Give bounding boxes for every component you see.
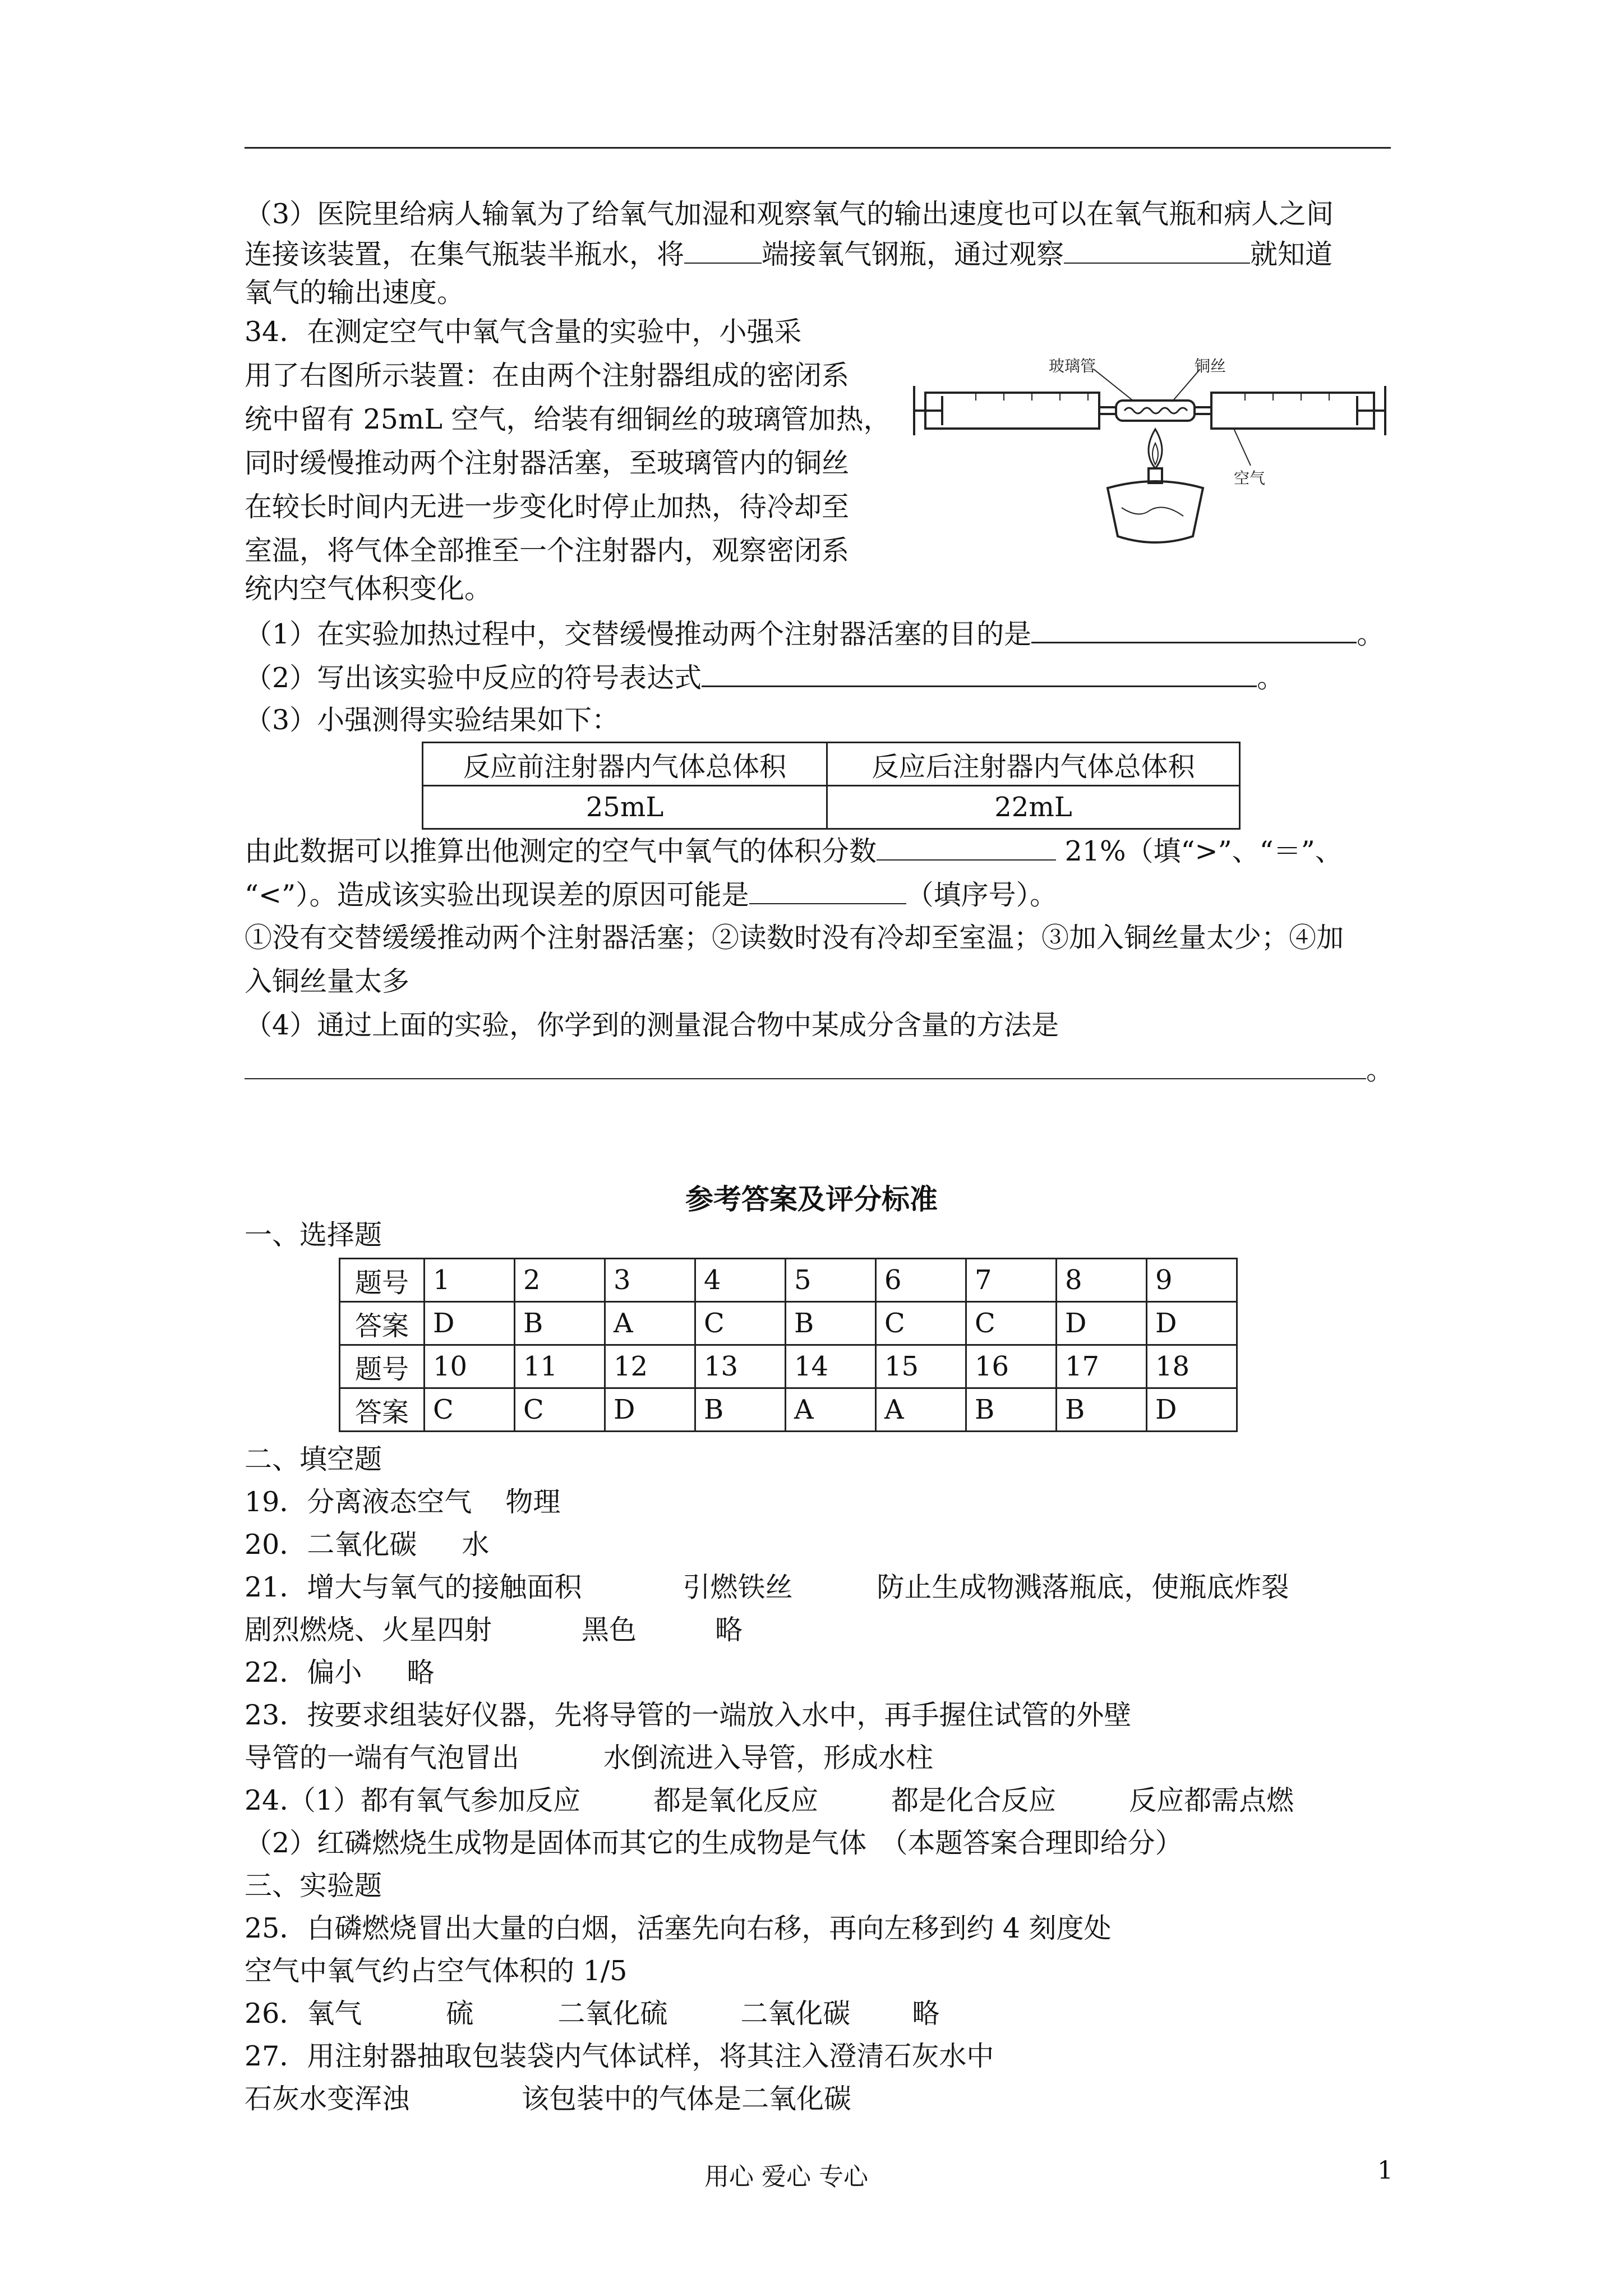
q34-p1-end: 。 (1357, 618, 1385, 650)
result-table-value-row (423, 786, 1240, 829)
answer-23b-b: 水倒流进入导管，形成水柱 (603, 1742, 934, 1774)
answer-26-b: 硫 (446, 1998, 474, 2030)
answer-21 (245, 1571, 1289, 1604)
grid-cell: 8 (1057, 1259, 1147, 1302)
grid-cell: 6 (876, 1259, 966, 1302)
label-glass-tube: 玻璃管 (1049, 357, 1096, 375)
section-fill: 二、填空题 (245, 1443, 382, 1475)
apparatus-figure (909, 353, 1391, 555)
grid-cell: B (695, 1388, 786, 1432)
answer-25b: 空气中氧气约占空气体积的 1/5 (245, 1955, 628, 1987)
answer-21b-c: 略 (715, 1614, 743, 1646)
q34-p3-cause-end: （填序号）。 (906, 879, 1058, 911)
q34-p1-text: （1）在实验加热过程中，交替缓慢推动两个注射器活塞的目的是 (245, 618, 1032, 650)
q34-p4-end: 。 (1366, 1054, 1394, 1086)
grid-cell: C (966, 1302, 1057, 1345)
grid-cell: C (425, 1388, 515, 1432)
result-header-before: 反应前注射器内气体总体积 (423, 743, 827, 786)
answer-19-b: 物理 (505, 1486, 561, 1518)
q34-intro-line5: 在较长时间内无进一步变化时停止加热，待冷却至 (245, 491, 850, 523)
answer-26 (245, 1997, 939, 2031)
result-table-header-row (423, 743, 1240, 786)
q34-options-line1: ①没有交替缓缓推动两个注射器活塞；②读数时没有冷却至室温；③加入铜丝量太少；④加 (245, 922, 1344, 954)
q34-p2 (245, 660, 1284, 695)
q34-intro-line6: 室温，将气体全部推至一个注射器内，观察密闭系 (245, 535, 850, 567)
answer-blank-method[interactable] (245, 1052, 1366, 1079)
result-header-after: 反应后注射器内气体总体积 (827, 743, 1240, 786)
result-value-after: 22mL (827, 786, 1240, 829)
copper-wire (1124, 408, 1187, 413)
answer-26-d: 二氧化碳 (740, 1998, 851, 2030)
grid-cell: C (695, 1302, 786, 1345)
q34-p3-analysis-text: 由此数据可以推算出他测定的空气中氧气的体积分数 (245, 835, 877, 867)
grid-cell: 13 (695, 1345, 786, 1388)
page-number: 1 (1377, 2156, 1393, 2185)
q34-p3-analysis (245, 834, 1343, 868)
right-syringe-barrel (1211, 393, 1374, 429)
answer-20-a: 20．二氧化碳 (245, 1529, 417, 1561)
answer-24-a: 24.（1）都有氧气参加反应 (245, 1784, 581, 1816)
answer-22-b: 略 (407, 1657, 435, 1688)
result-value-before: 25mL (423, 786, 827, 829)
answer-21-c: 防止生成物溅落瓶底，使瓶底炸裂 (877, 1571, 1289, 1603)
q34-options-line2: 入铜丝量太多 (245, 965, 410, 997)
label-air: 空气 (1234, 469, 1266, 487)
q33-p3-line1: （3）医院里给病人输氧为了给氧气加湿和观察氧气的输出速度也可以在氧气瓶和病人之间 (245, 198, 1334, 230)
header-rule (245, 147, 1391, 149)
answer-26-a: 26．氧气 (245, 1998, 362, 2030)
grid-cell: 题号 (340, 1259, 425, 1302)
answer-grid (339, 1258, 1238, 1432)
answer-24b: （2）红磷燃烧生成物是固体而其它的生成物是气体 （本题答案合理即给分） (245, 1827, 1183, 1859)
grid-cell: D (1147, 1302, 1237, 1345)
answer-21-b: 引燃铁丝 (683, 1571, 793, 1603)
grid-cell: D (1147, 1388, 1237, 1432)
answer-blank-cause[interactable] (749, 877, 906, 904)
answer-blank-fraction[interactable] (877, 834, 1056, 861)
q33-p3-line3: 氧气的输出速度。 (245, 277, 465, 309)
answer-blank-purpose[interactable] (1031, 616, 1357, 643)
answer-key-title: 参考答案及评分标准 (685, 1182, 938, 1216)
answer-24-b: 都是氧化反应 (653, 1784, 819, 1816)
grid-cell: D (605, 1388, 695, 1432)
section-choice: 一、选择题 (245, 1219, 382, 1251)
grid-cell: 15 (876, 1345, 966, 1388)
grid-cell: B (1057, 1388, 1147, 1432)
q33-p3-line2 (245, 237, 1332, 272)
q33-p3-text-c: 就知道 (1250, 238, 1333, 270)
answer-20-b: 水 (462, 1529, 490, 1561)
q33-p3-text-b: 端接氧气钢瓶，通过观察 (762, 238, 1064, 270)
grid-cell: B (966, 1388, 1057, 1432)
answer-23b (245, 1741, 933, 1775)
answer-20 (245, 1528, 489, 1562)
answer-21b-a: 剧烈燃烧、火星四射 (245, 1614, 492, 1646)
section-experiment: 三、实验题 (245, 1870, 382, 1902)
answer-26-e: 略 (912, 1998, 940, 2030)
glass-tube (1116, 401, 1195, 421)
answer-27b-a: 石灰水变浑浊 (245, 2083, 410, 2115)
grid-cell: 17 (1057, 1345, 1147, 1388)
answer-24 (245, 1784, 1294, 1818)
answer-27b-b: 该包装中的气体是二氧化碳 (522, 2083, 852, 2115)
footer-motto: 用心 爱心 专心 (704, 2162, 868, 2191)
answer-19 (245, 1485, 560, 1519)
q34-p3-cause (245, 877, 1057, 912)
grid-cell: A (876, 1388, 966, 1432)
answer-grid-row (340, 1302, 1237, 1345)
answer-21b-b: 黑色 (582, 1614, 637, 1646)
answer-grid-row (340, 1259, 1237, 1302)
q34-p2-text: （2）写出该实验中反应的符号表达式 (245, 662, 702, 694)
grid-cell: 2 (515, 1259, 605, 1302)
answer-24-c: 都是化合反应 (891, 1784, 1057, 1816)
alcohol-lamp (1108, 481, 1203, 542)
answer-grid-row (340, 1388, 1237, 1432)
label-copper-wire: 铜丝 (1195, 357, 1227, 375)
answer-grid-row (340, 1345, 1237, 1388)
grid-cell: 10 (425, 1345, 515, 1388)
q34-intro-line4: 同时缓慢推动两个注射器活塞，至玻璃管内的铜丝 (245, 447, 850, 479)
grid-cell: 11 (515, 1345, 605, 1388)
grid-cell: B (515, 1302, 605, 1345)
answer-blank-observe[interactable] (1064, 237, 1250, 264)
flame (1149, 429, 1162, 468)
q34-p3: （3）小强测得实验结果如下： (245, 704, 620, 736)
answer-27: 27．用注射器抽取包装袋内气体试样，将其注入澄清石灰水中 (245, 2040, 994, 2072)
grid-cell: 3 (605, 1259, 695, 1302)
q34-p3-analysis-end: 21%（填“>”、“＝”、 (1056, 835, 1343, 867)
answer-19-a: 19．分离液态空气 (245, 1486, 472, 1518)
answer-21b (245, 1613, 743, 1647)
q34-p4-answer (245, 1052, 1394, 1087)
grid-cell: 12 (605, 1345, 695, 1388)
grid-cell: 16 (966, 1345, 1057, 1388)
q33-p3-text-a: 连接该装置，在集气瓶装半瓶水，将 (245, 238, 685, 270)
grid-cell: C (515, 1388, 605, 1432)
answer-24-d: 反应都需点燃 (1129, 1784, 1294, 1816)
grid-cell: D (1057, 1302, 1147, 1345)
answer-25: 25．白磷燃烧冒出大量的白烟，活塞先向右移，再向左移到约 4 刻度处 (245, 1912, 1112, 1944)
q34-intro-line2: 用了右图所示装置：在由两个注射器组成的密闭系 (245, 360, 850, 392)
grid-cell: 答案 (340, 1388, 425, 1432)
q34-p3-cause-text: “<”）。造成该实验出现误差的原因可能是 (245, 879, 749, 911)
grid-cell: 答案 (340, 1302, 425, 1345)
grid-cell: A (786, 1388, 876, 1432)
left-syringe-barrel (925, 393, 1099, 429)
grid-cell: A (605, 1302, 695, 1345)
grid-cell: 7 (966, 1259, 1057, 1302)
q34-p4: （4）通过上面的实验，你学到的测量混合物中某成分含量的方法是 (245, 1009, 1059, 1041)
q34-p2-end: 。 (1257, 662, 1285, 694)
grid-cell: 题号 (340, 1345, 425, 1388)
grid-cell: D (425, 1302, 515, 1345)
q34-intro-line1: 34．在测定空气中氧气含量的实验中，小强采 (245, 316, 802, 348)
grid-cell: B (786, 1302, 876, 1345)
grid-cell: 5 (786, 1259, 876, 1302)
result-table (422, 742, 1241, 830)
grid-cell: 1 (425, 1259, 515, 1302)
answer-21-a: 21．增大与氧气的接触面积 (245, 1571, 582, 1603)
grid-cell: 4 (695, 1259, 786, 1302)
answer-blank-equation[interactable] (702, 660, 1257, 687)
grid-cell: 14 (786, 1345, 876, 1388)
answer-22 (245, 1656, 434, 1690)
answer-22-a: 22．偏小 (245, 1657, 362, 1688)
grid-cell: 9 (1147, 1259, 1237, 1302)
q34-p1 (245, 616, 1384, 651)
q34-intro-line3: 统中留有 25mL 空气，给装有细铜丝的玻璃管加热， (245, 403, 891, 435)
answer-27b (245, 2082, 851, 2116)
answer-23: 23．按要求组装好仪器，先将导管的一端放入水中，再手握住试管的外壁 (245, 1699, 1132, 1731)
answer-23b-a: 导管的一端有气泡冒出 (245, 1742, 520, 1774)
grid-cell: C (876, 1302, 966, 1345)
answer-blank-port[interactable] (684, 237, 762, 264)
answer-26-c: 二氧化硫 (557, 1998, 668, 2030)
q34-intro-line7: 统内空气体积变化。 (245, 573, 492, 605)
grid-cell: 18 (1147, 1345, 1237, 1388)
